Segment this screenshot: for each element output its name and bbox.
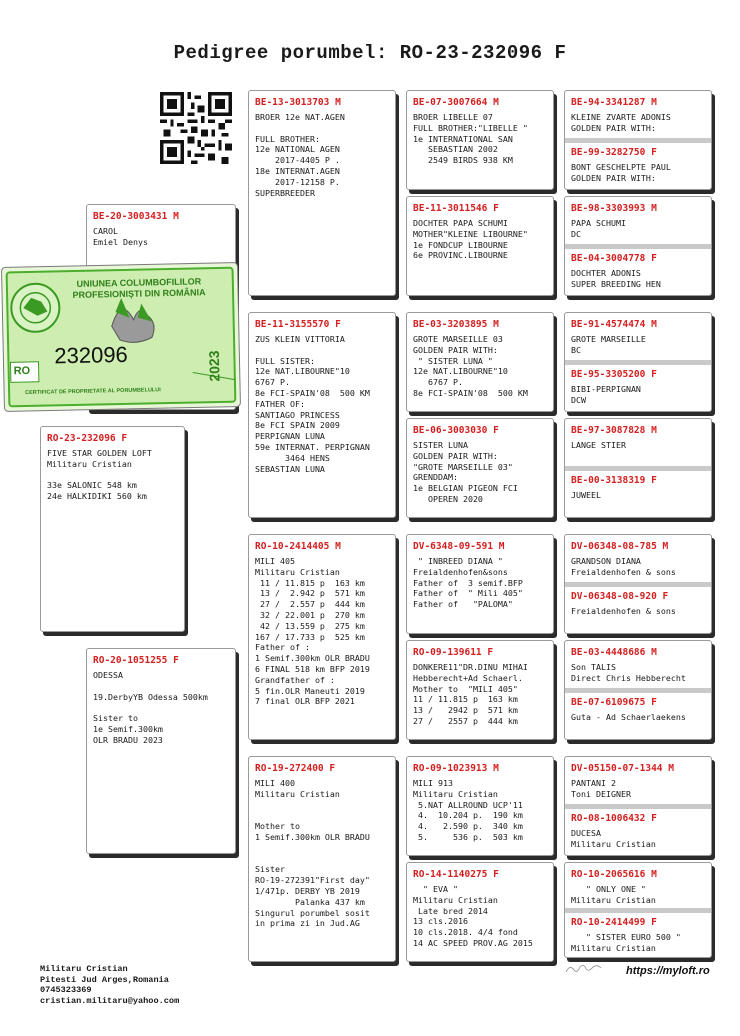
card-notes: MILI 400 Militaru Cristian Mother to 1 Semif.300km OLR BRADU Sister RO-19-272391"First day" 1/471p. DERBY YB 2019 Palanka 437 km Singurul porumbel sosit in prima zi in Jud.AG [255, 778, 370, 929]
card-notes: GRANDSON DIANA Freialdenhofen & sons [571, 556, 676, 577]
pedigree-card-ggp6 [406, 640, 554, 740]
ring-number: RO-08-1006432 F [571, 813, 657, 824]
pedigree-card-gen5-4 [564, 418, 712, 518]
ring-number: RO-23-232096 F [47, 433, 128, 444]
ring-number: BE-13-3013703 M [255, 97, 341, 108]
pedigree-card-gs1 [248, 90, 396, 296]
card-notes: DONKERE11"DR.DINU MIHAI Hebberecht+Ad Schaerl. Mother to "MILI 405" 11 / 11.815 p 163 km 13 / 2942 p 571 km 27 / 2557 p 444 km [413, 662, 528, 726]
card-notes: FIVE STAR GOLDEN LOFT Militaru Cristian 33e SALONIC 548 km 24e HALKIDIKI 560 km [47, 448, 152, 502]
ring-number: BE-99-3282750 F [571, 147, 657, 158]
ring-number: BE-11-3155570 F [255, 319, 341, 330]
card-notes: BROER LIBELLE 07 FULL BROTHER:"LIBELLE " 1e INTERNATIONAL SAN SEBASTIAN 2002 2549 BIRDS 938 KM [413, 112, 528, 166]
pedigree-card-ggp2 [406, 196, 554, 296]
certificate-footer: CERTIFICAT DE PROPRIETATE AL PORUMBELULUI [25, 387, 161, 397]
card-divider [565, 360, 711, 365]
card-notes: PANTANI 2 Toni DEIGNER [571, 778, 631, 799]
certificate-year: 2023 [205, 350, 223, 382]
ownership-certificate [0, 262, 243, 415]
pedigree-card-ggp5 [406, 534, 554, 634]
pedigree-card-gd2 [248, 756, 396, 962]
card-notes: DOCHTER ADONIS SUPER BREEDING HEN [571, 268, 661, 289]
card-divider [565, 908, 711, 913]
ring-number: DV-06348-08-920 F [571, 591, 669, 602]
card-notes: DOCHTER PAPA SCHUMI MOTHER"KLEINE LIBOURNE" 1e FONDCUP LIBOURNE 6e PROVINC.LIBOURNE [413, 218, 528, 261]
card-notes: LANGE STIER [571, 440, 626, 450]
certificate-number: 232096 [54, 341, 129, 369]
card-notes: PAPA SCHUMI DC [571, 218, 626, 239]
card-notes: " ONLY ONE " Militaru Cristian [571, 884, 656, 905]
certificate-header: UNIUNEA COLUMBOFILILOR PROFESIONIȘTI DIN ROMÂNIA [72, 276, 206, 301]
ring-number: BE-00-3138319 F [571, 475, 657, 486]
card-notes: " SISTER EURO 500 " Militaru Cristian [571, 932, 681, 953]
ring-number: BE-91-4574474 M [571, 319, 657, 330]
owner-name: Militaru Cristian [40, 964, 128, 974]
card-notes: JUWEEL [571, 490, 601, 500]
ring-number: BE-03-3203895 M [413, 319, 499, 330]
ring-number: RO-10-2414499 F [571, 917, 657, 928]
pedigree-card-gen5-8 [564, 862, 712, 958]
signature-icon [564, 962, 620, 976]
ring-number: BE-07-3007664 M [413, 97, 499, 108]
card-notes: KLEINE ZVARTE ADONIS GOLDEN PAIR WITH: [571, 112, 671, 133]
pedigree-card-gen5-5 [564, 534, 712, 634]
ring-number: RO-10-2065616 M [571, 869, 657, 880]
pedigree-card-ggp1 [406, 90, 554, 190]
ring-number: BE-07-6109675 F [571, 697, 657, 708]
ring-number: BE-06-3003030 F [413, 425, 499, 436]
card-notes: GROTE MARSEILLE 03 GOLDEN PAIR WITH: " SISTER LUNA " 12e NAT.LIBOURNE"10 6767 P. 8e FCI-SPAIN'08 500 KM [413, 334, 528, 398]
card-notes: BROER 12e NAT.AGEN FULL BROTHER: 12e NATIONAL AGEN 2017-4405 P . 18e INTERNAT.AGEN 2017-12158 P. SUPERBREEDER [255, 112, 345, 198]
owner-address: Pitesti Jud Arges,Romania [40, 974, 169, 985]
ring-number: RO-09-139611 F [413, 647, 494, 658]
card-notes: " INBREED DIANA " Freialdenhofen&sons Father of 3 semif.BFP Father of " Mili 405" Father of "PALOMA" [413, 556, 523, 610]
pedigree-card-ggp7 [406, 756, 554, 856]
card-notes: SISTER LUNA GOLDEN PAIR WITH: "GROTE MARSEILLE 03" GRENDDAM: 1e BELGIAN PIGEON FCI OPEREN 2020 [413, 440, 518, 504]
ring-number: DV-05150-07-1344 M [571, 763, 674, 774]
ring-number: BE-97-3087828 M [571, 425, 657, 436]
ring-number: RO-20-1051255 F [93, 655, 179, 666]
card-notes: Freialdenhofen & sons [571, 606, 676, 616]
ring-number: RO-14-1140275 F [413, 869, 499, 880]
pedigree-card-subject [40, 426, 185, 632]
ring-number: DV-06348-08-785 M [571, 541, 669, 552]
ring-number: BE-03-4448686 M [571, 647, 657, 658]
pedigree-card-gd1 [248, 312, 396, 518]
certificate-prefix: RO [13, 364, 31, 378]
pedigree-card-ggp4 [406, 418, 554, 518]
card-notes: " EVA " Militaru Cristian Late bred 2014 13 cls.2016 10 cls.2018. 4/4 fond 14 AC SPEED PROV.AG 2015 [413, 884, 533, 948]
card-divider [565, 466, 711, 471]
owner-contact [40, 964, 179, 1006]
ring-number: BE-11-3011546 F [413, 203, 499, 214]
ring-number: BE-04-3004778 F [571, 253, 657, 264]
card-divider [565, 582, 711, 587]
ring-number: RO-09-1023913 M [413, 763, 499, 774]
website-link[interactable]: https://myloft.ro [626, 965, 710, 977]
ring-number: BE-95-3305200 F [571, 369, 657, 380]
card-notes: Guta - Ad Schaerlaekens [571, 712, 686, 722]
pedigree-card-gen5-7 [564, 756, 712, 856]
page-title: Pedigree porumbel: RO-23-232096 F [173, 42, 567, 64]
pedigree-card-gen5-2 [564, 196, 712, 296]
card-notes: MILI 913 Militaru Cristian 5.NAT ALLROUND UCP'11 4. 10.204 p. 190 km 4. 2.590 p. 340 km 5. 536 p. 503 km [413, 778, 523, 842]
card-notes: MILI 405 Militaru Cristian 11 / 11.815 p 163 km 13 / 2.942 p 571 km 27 / 2.557 p 444 km 32 / 22.001 p 270 km 42 / 13.559 p 275 km 167 / 17.733 p 525 km Father of : 1 Semif.300km OLR BRADU 6 FINAL 518 km BFP 2019 Grandfather of : 5 fin.OLR Maneuti 2019 7 final OLR BFP 2021 [255, 556, 370, 707]
pedigree-card-dam [86, 648, 236, 854]
ring-number: RO-19-272400 F [255, 763, 336, 774]
card-notes: BIBI-PERPIGNAN DCW [571, 384, 641, 405]
pedigree-card-ggp3 [406, 312, 554, 412]
card-notes: BONT GESCHELPTE PAUL GOLDEN PAIR WITH: [571, 162, 671, 183]
pedigree-card-ggp8 [406, 862, 554, 962]
pedigree-card-gen5-3 [564, 312, 712, 412]
card-divider [565, 688, 711, 693]
ring-number: RO-10-2414405 M [255, 541, 341, 552]
ring-number: BE-20-3003431 M [93, 211, 179, 222]
card-notes: CAROL Emiel Denys [93, 226, 148, 247]
pedigree-card-gs2 [248, 534, 396, 740]
card-notes: ODESSA 19.DerbyYB Odessa 500km Sister to 1e Semif.300km OLR BRADU 2023 [93, 670, 208, 745]
card-notes: ZUS KLEIN VITTORIA FULL SISTER: 12e NAT.LIBOURNE"10 6767 P. 8e FCI-SPAIN'08 500 KM FATHER OF: SANTIAGO PRINCESS 8e FCI SPAIN 2009 PERPIGNAN LUNA 59e INTERNAT. PERPIGNAN 3464 HENS SEBASTIAN LUNA [255, 334, 370, 474]
card-divider [565, 804, 711, 809]
qr-code [160, 92, 232, 164]
card-notes: DUCESA Militaru Cristian [571, 828, 656, 849]
pedigree-card-gen5-6 [564, 640, 712, 740]
card-divider [565, 138, 711, 143]
card-divider [565, 244, 711, 249]
pedigree-card-gen5-1 [564, 90, 712, 190]
ring-number: BE-98-3303993 M [571, 203, 657, 214]
card-notes: Son TALIS Direct Chris Hebberecht [571, 662, 686, 683]
ring-number: BE-94-3341287 M [571, 97, 657, 108]
ring-number: DV-6348-09-591 M [413, 541, 505, 552]
owner-email[interactable]: cristian.militaru@yahoo.com [40, 995, 180, 1006]
card-notes: GROTE MARSEILLE BC [571, 334, 646, 355]
owner-phone: 0745323369 [40, 985, 92, 995]
